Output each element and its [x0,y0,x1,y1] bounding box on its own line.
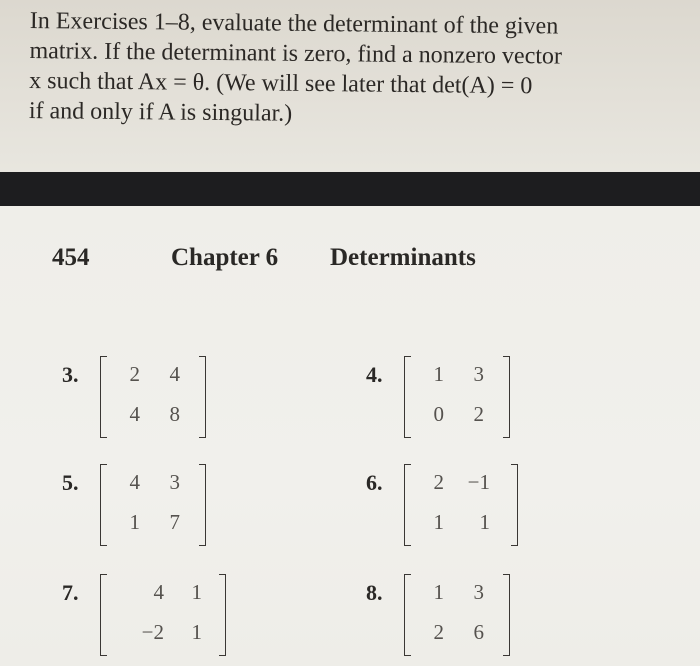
exercise-number: 6. [366,470,383,495]
instruction-line: matrix. If the determinant is zero, find a nonzero vector [29,37,563,70]
matrix-cell: 4 [153,580,164,604]
matrix-cell: 4 [169,362,180,386]
matrix-cell: 1 [433,580,444,604]
matrix-cell: −2 [141,620,164,644]
matrix-cell: 1 [191,620,202,644]
matrix-cell: 1 [191,580,202,604]
matrix-cell: 2 [129,362,140,386]
right-bracket [503,356,510,438]
right-bracket [511,464,518,546]
page-divider [0,172,700,206]
matrix [404,464,518,546]
exercise-number: 5. [62,470,79,495]
matrix-cell: 1 [433,510,444,534]
matrix [404,574,510,656]
page-number: 454 [52,244,90,271]
right-bracket [503,574,510,656]
left-bracket [100,574,107,656]
instruction-line: In Exercises 1–8, evaluate the determinant of the given [29,7,559,40]
exercise-instructions [29,6,680,133]
matrix-cell: 1 [433,362,444,386]
matrix-cell: 8 [169,402,180,426]
matrix-cell: 2 [473,402,484,426]
matrix-cell: 7 [169,510,180,534]
chapter-title: Determinants [330,244,476,271]
exercise-number: 4. [366,362,383,387]
right-bracket [199,356,206,438]
matrix-cell: 3 [473,362,484,386]
matrix-cell: 4 [129,470,140,494]
matrix [100,356,206,438]
matrix [404,356,510,438]
matrix-cell: 1 [479,510,490,534]
right-bracket [219,574,226,656]
instruction-line: if and only if A is singular.) [28,97,293,127]
matrix-cell: −1 [467,470,490,494]
chapter-label: Chapter 6 [171,244,279,271]
instruction-line: x such that Ax = θ. (We will see later that det(A) = 0 [29,67,533,100]
matrix-cell: 2 [433,620,444,644]
exercise-number: 8. [366,580,383,605]
matrix-cell: 1 [129,510,140,534]
matrix-cell: 6 [473,620,484,644]
matrix-cell: 3 [473,580,484,604]
exercise-number: 7. [62,580,79,605]
previous-page-fragment [0,0,700,172]
matrix [100,574,226,656]
exercise-number: 3. [62,362,79,387]
matrix-cell: 2 [433,470,444,494]
matrix-cell: 4 [129,402,140,426]
matrix-cell: 3 [169,470,180,494]
right-bracket [199,464,206,546]
matrix [100,464,206,546]
matrix-cell: 0 [433,402,444,426]
